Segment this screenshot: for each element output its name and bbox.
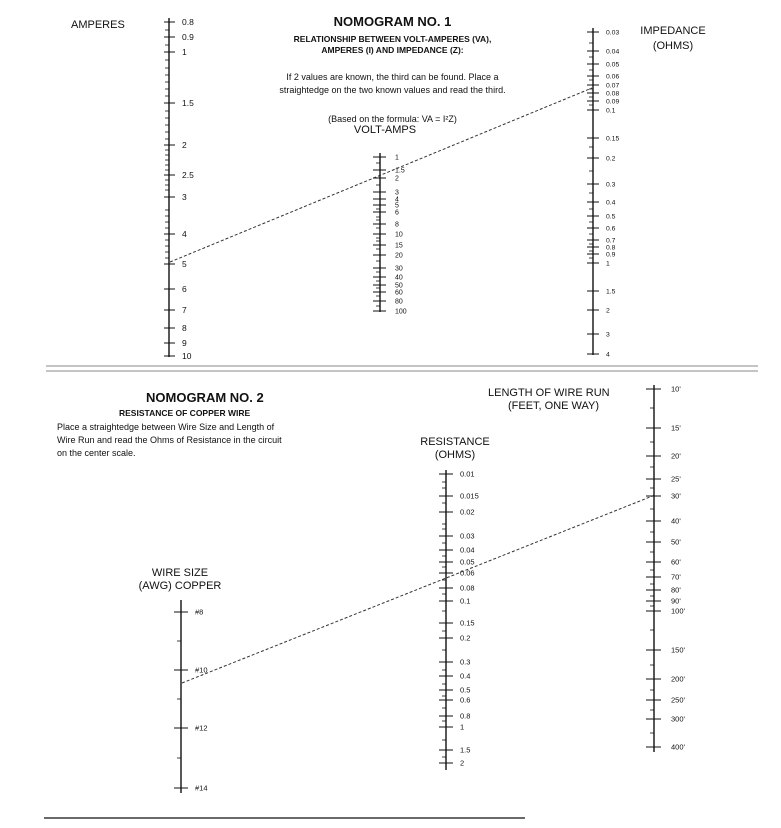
voltamps-scale-tick-label: 20 — [395, 252, 403, 260]
impedance-scale-tick-label: 0.3 — [606, 181, 616, 189]
voltamps-scale-tick-label: 30 — [395, 265, 403, 273]
nomogram1-instruction-line1: If 2 values are known, the third can be found. Place a — [286, 72, 499, 82]
amperes-scale-tick-label: 2.5 — [182, 169, 194, 180]
length-scale-tick-label: 80' — [671, 585, 681, 595]
nomogram1-subtitle-line2: AMPERES (I) AND IMPEDANCE (Z): — [321, 45, 464, 55]
length-scale-tick-label: 300' — [671, 714, 685, 724]
voltamps-scale-title: VOLT-AMPS — [353, 124, 417, 136]
nomogram1-instruction-line2: straightedge on the two known values and read the third. — [279, 85, 506, 95]
voltamps-scale-tick-label: 1.5 — [395, 167, 405, 175]
length-scale-tick-label: 200' — [671, 674, 685, 684]
impedance-scale-tick-label: 3 — [606, 331, 610, 339]
voltamps-scale-tick-label: 6 — [395, 209, 399, 217]
voltamps-scale-tick-label: 80 — [395, 298, 403, 306]
voltamps-scale-tick-label: 10 — [395, 231, 403, 239]
amperes-scale-title: AMPERES — [71, 19, 125, 31]
impedance-scale-title-line2: (OHMS) — [652, 40, 694, 52]
length-scale-tick-label: 150' — [671, 645, 685, 655]
impedance-scale-tick-label: 0.07 — [606, 82, 620, 90]
nomogram2-subtitle: RESISTANCE OF COPPER WIRE — [119, 408, 251, 418]
impedance-scale-tick-label: 0.06 — [606, 73, 620, 81]
resistance-scale-tick-label: 1 — [460, 722, 465, 732]
resistance-scale-tick-label: 0.1 — [460, 596, 471, 606]
length-scale-tick-label: 40' — [671, 516, 681, 526]
resistance-scale-tick-label: 0.04 — [460, 545, 475, 555]
resistance-scale-tick-label: 1.5 — [460, 745, 471, 755]
length-scale-tick-label: 50' — [671, 537, 681, 547]
length-scale-tick-label: 250' — [671, 695, 685, 705]
amperes-scale-tick-label: 0.8 — [182, 16, 194, 27]
length-scale-tick-label: 400' — [671, 742, 685, 752]
amperes-scale-tick-label: 5 — [182, 258, 187, 269]
impedance-scale-title-line1: IMPEDANCE — [640, 25, 706, 37]
impedance-scale-tick-label: 0.5 — [606, 213, 616, 221]
voltamps-scale-tick-label: 3 — [395, 189, 399, 197]
resistance-scale-tick-label: 0.02 — [460, 507, 475, 517]
amperes-scale-tick-label: 4 — [182, 228, 187, 239]
impedance-scale-tick-label: 0.04 — [606, 48, 620, 56]
amperes-scale-tick-label: 7 — [182, 304, 187, 315]
resistance-scale-tick-label: 0.4 — [460, 671, 471, 681]
length-scale-tick-label: 60' — [671, 557, 681, 567]
resistance-scale-tick-label: 0.05 — [460, 557, 475, 567]
voltamps-scale-tick-label: 15 — [395, 242, 403, 250]
impedance-scale-tick-label: 0.1 — [606, 107, 616, 115]
formula-note: (Based on the formula: VA = I²Z) — [328, 114, 457, 124]
length-scale-title-line2: (FEET, ONE WAY) — [508, 400, 600, 412]
resistance-scale-title-line1: RESISTANCE — [420, 436, 490, 448]
impedance-scale-tick-label: 0.8 — [606, 244, 616, 252]
impedance-scale-tick-label: 0.15 — [606, 135, 620, 143]
length-scale-tick-label: 20' — [671, 451, 681, 461]
voltamps-scale-tick-label: 60 — [395, 289, 403, 297]
impedance-scale-tick-label: 4 — [606, 351, 610, 359]
amperes-scale-tick-label: 1.5 — [182, 97, 194, 108]
amperes-scale-tick-label: 1 — [182, 46, 187, 57]
impedance-scale-tick-label: 1.5 — [606, 288, 616, 296]
nomogram2-title: NOMOGRAM NO. 2 — [146, 390, 264, 405]
wire-scale-title-line1: WIRE SIZE — [151, 567, 209, 579]
amperes-scale-tick-label: 9 — [182, 337, 187, 348]
length-scale-title-line1: LENGTH OF WIRE RUN — [488, 387, 610, 399]
nomogram1-subtitle-line1: RELATIONSHIP BETWEEN VOLT-AMPERES (VA), — [293, 34, 492, 44]
resistance-scale-tick-label: 0.3 — [460, 657, 471, 667]
resistance-scale-tick-label: 0.5 — [460, 685, 471, 695]
wire-scale-tick-label: #14 — [195, 783, 208, 793]
impedance-scale-tick-label: 1 — [606, 260, 610, 268]
voltamps-scale-tick-label: 5 — [395, 202, 399, 210]
resistance-scale-tick-label: 0.8 — [460, 711, 471, 721]
resistance-scale-tick-label: 2 — [460, 758, 465, 768]
voltamps-scale-tick-label: 40 — [395, 274, 403, 282]
impedance-scale-tick-label: 0.9 — [606, 251, 616, 259]
wire-scale-title-line2: (AWG) COPPER — [138, 580, 222, 592]
length-scale-tick-label: 10' — [671, 384, 681, 394]
impedance-scale-tick-label: 0.7 — [606, 237, 616, 245]
amperes-scale-tick-label: 10 — [182, 350, 192, 361]
voltamps-scale-tick-label: 2 — [395, 175, 399, 183]
amperes-scale-tick-label: 6 — [182, 283, 187, 294]
example-line-2 — [182, 495, 655, 683]
impedance-scale-tick-label: 0.6 — [606, 225, 616, 233]
wire-scale-tick-label: #8 — [195, 607, 204, 617]
wire-scale-tick-label: #10 — [195, 665, 208, 675]
amperes-scale-tick-label: 3 — [182, 191, 187, 202]
resistance-scale-tick-label: 0.6 — [460, 695, 471, 705]
length-scale-tick-label: 90' — [671, 596, 681, 606]
resistance-scale-tick-label: 0.2 — [460, 633, 471, 643]
nomogram1-title: NOMOGRAM NO. 1 — [333, 14, 452, 29]
nomogram2-instruction-line3: on the center scale. — [57, 448, 136, 458]
resistance-scale-tick-label: 0.15 — [460, 618, 475, 628]
resistance-scale-tick-label: 0.03 — [460, 531, 475, 541]
resistance-scale-tick-label: 0.01 — [460, 469, 475, 479]
resistance-scale-tick-label: 0.015 — [460, 491, 479, 501]
resistance-scale-tick-label: 0.06 — [460, 568, 475, 578]
voltamps-scale-tick-label: 1 — [395, 154, 399, 162]
resistance-scale-tick-label: 0.08 — [460, 583, 475, 593]
impedance-scale-tick-label: 0.05 — [606, 61, 620, 69]
length-scale-tick-label: 30' — [671, 491, 681, 501]
amperes-scale-tick-label: 8 — [182, 322, 187, 333]
impedance-scale-tick-label: 0.08 — [606, 90, 620, 98]
impedance-scale-tick-label: 0.09 — [606, 98, 620, 106]
length-scale-tick-label: 15' — [671, 423, 681, 433]
amperes-scale-tick-label: 2 — [182, 139, 187, 150]
voltamps-scale-tick-label: 100 — [395, 308, 407, 316]
nomogram2-instruction-line1: Place a straightedge between Wire Size and Length of — [57, 422, 275, 432]
length-scale-tick-label: 25' — [671, 474, 681, 484]
impedance-scale-tick-label: 2 — [606, 307, 610, 315]
voltamps-scale-tick-label: 8 — [395, 221, 399, 229]
length-scale-tick-label: 100' — [671, 606, 685, 616]
voltamps-scale-tick-label: 4 — [395, 196, 399, 204]
resistance-scale-title-line2: (OHMS) — [434, 449, 476, 461]
length-scale-tick-label: 70' — [671, 572, 681, 582]
nomogram2-instruction-line2: Wire Run and read the Ohms of Resistance in the circuit — [57, 435, 282, 445]
wire-scale-tick-label: #12 — [195, 723, 208, 733]
amperes-scale-tick-label: 0.9 — [182, 31, 194, 42]
impedance-scale-tick-label: 0.03 — [606, 29, 620, 37]
impedance-scale-tick-label: 0.2 — [606, 155, 616, 163]
voltamps-scale-tick-label: 50 — [395, 282, 403, 290]
impedance-scale-tick-label: 0.4 — [606, 199, 616, 207]
